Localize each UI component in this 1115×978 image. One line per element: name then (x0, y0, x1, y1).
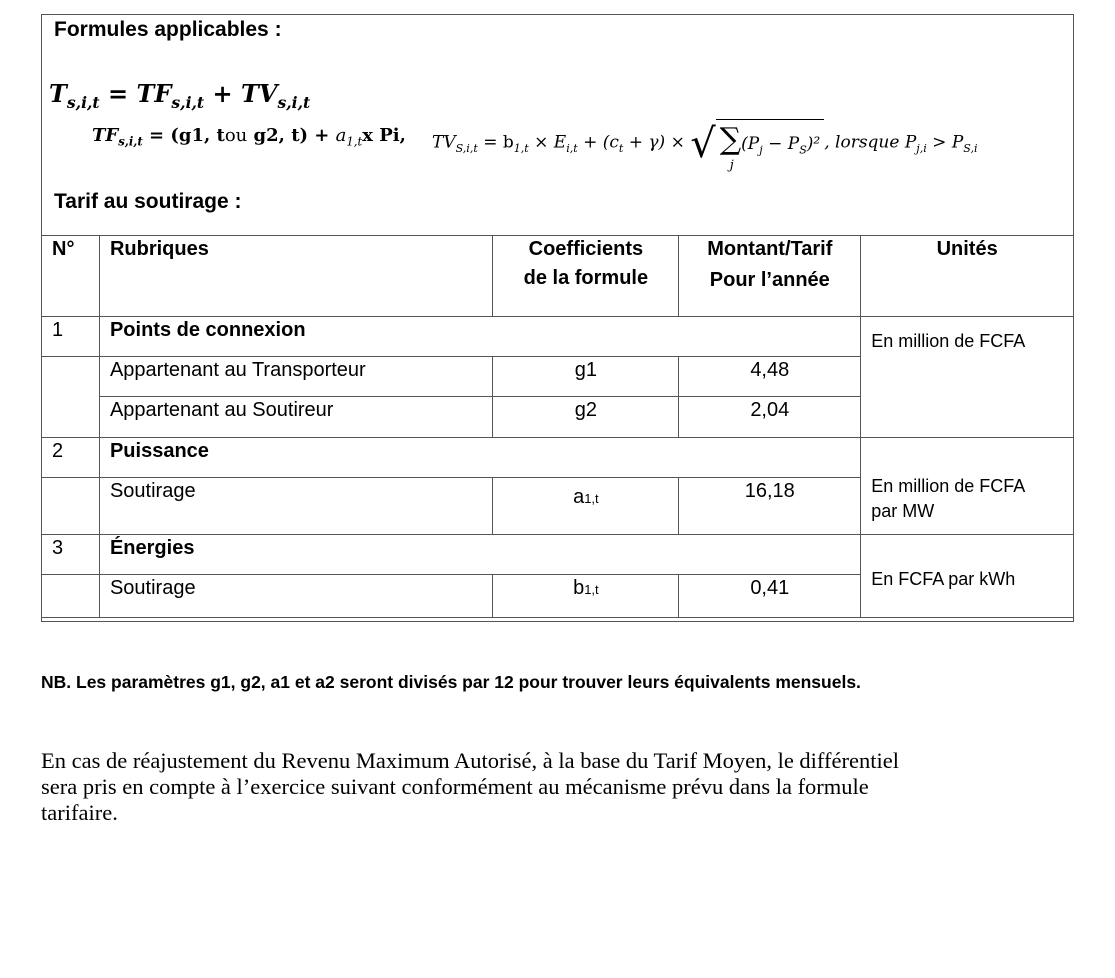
table-header-row (42, 236, 1074, 317)
header-unites: Unités (861, 236, 1074, 317)
formulas-title: Formules applicables : (54, 18, 282, 41)
header-coefficients: Coefficients de la formule (493, 236, 679, 317)
body-paragraph: En cas de réajustement du Revenu Maximum Autorisé, à la base du Tarif Moyen, le différentiel sera pris en compte à l’exercice suivant conformément au mécanisme prévu dans la formule tarifaire. (41, 748, 899, 825)
table-row: Soutirage b1,t 0,41 (42, 575, 1074, 618)
table-row: Appartenant au Transporteur g1 4,48 (42, 357, 1074, 397)
header-rubriques: Rubriques (99, 236, 492, 317)
section-title: Tarif au soutirage : (54, 190, 242, 213)
unit-cell: En million de FCFA (861, 317, 1074, 438)
header-montant: Montant/Tarif Pour l’année (679, 236, 861, 317)
group-row: 2 Puissance En million de FCFA par MW (42, 438, 1074, 478)
header-no: N° (42, 236, 100, 317)
total-tariff-equation: $T_{s,i,t} = TF_{s,i,t} + TV_{s,i,t}$ (49, 79, 311, 112)
unit-cell: En FCFA par kWh (861, 535, 1074, 618)
fixed-tariff-equation: $TF_{s,i,t} = (g1$, tou g2, $t) + a_{1,t}x$ Pi, (92, 125, 406, 149)
table-row: Soutirage a1,t 16,18 (42, 478, 1074, 535)
nb-note: NB. Les paramètres g1, g2, a1 et a2 seront divisés par 12 pour trouver leurs équivalents mensuels. (41, 672, 861, 692)
unit-cell: En million de FCFA par MW (861, 438, 1074, 535)
formulas-box (41, 14, 1074, 622)
variable-tariff-equation: $TV_{S,i,t} = b_{1,t} \times E_{i,t} + (c_t + \gamma)$ × √ ∑ j $(P_j - P_S)^2$ , lorsque $P_{j,i} > P_{S,i}$ (432, 121, 978, 173)
square-root: √ ∑ j $(P_j - P_S)^2$ (690, 119, 824, 167)
group-row: 3 Énergies En FCFA par kWh (42, 535, 1074, 575)
table-row: Appartenant au Soutireur g2 2,04 (42, 397, 1074, 438)
group-row: 1 Points de connexion En million de FCFA (42, 317, 1074, 357)
tariff-table (41, 235, 1074, 618)
